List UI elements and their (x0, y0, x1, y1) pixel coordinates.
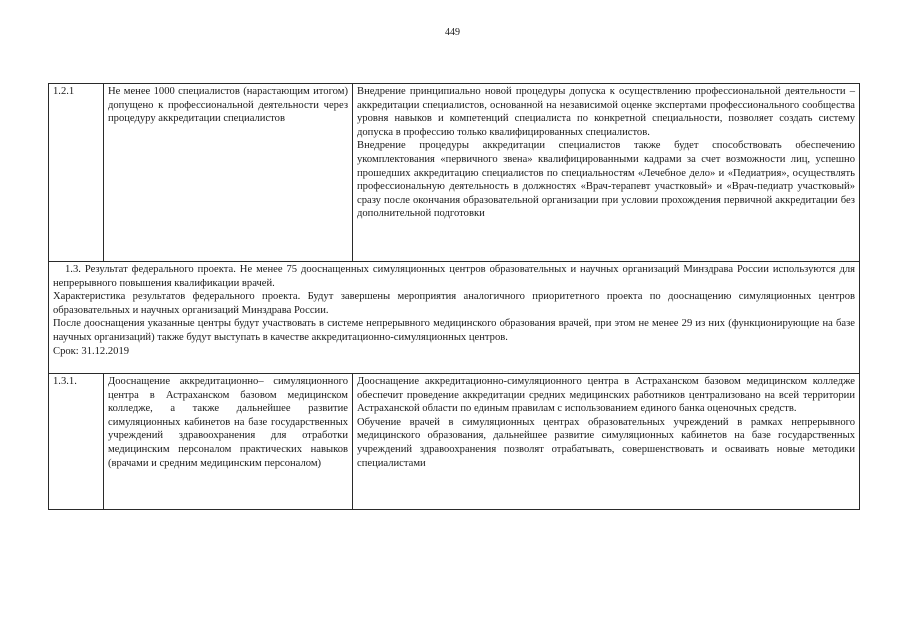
description-paragraph: Дооснащение аккредитационно-симуляционного центра в Астраханском базовом медицинском колледже обеспечит проведение аккредитации средних медицинских работников централизовано на всей территории Астраханской области по единым правилам с использованием единого банка оценочных средств. (357, 376, 855, 415)
row-number: 1.2.1 (49, 84, 104, 262)
description-cell (353, 374, 860, 510)
result-section-cell (49, 262, 860, 374)
description-cell (353, 84, 860, 262)
description-paragraph: Внедрение принципиально новой процедуры допуска к осуществлению профессиональной деятельности – аккредитации специалистов, основанной на независимой оценке экспертами профессионального сообщества уровня навыков и компетенций специалиста по конкретной специальности, позволяет создать систему допуска в профессию только квалифицированных специалистов. (357, 86, 855, 138)
document-table (48, 83, 860, 510)
result-characteristics: Характеристика результатов федерального проекта. Будут завершены мероприятия аналогичного приоритетного проекта по дооснащению симуляционных центров образовательных и научных организаций Минздрава России. (53, 291, 855, 316)
page-number: 449 (445, 27, 460, 38)
indicator-cell: Не менее 1000 специалистов (нарастающим итогом) допущено к профессиональной деятельности через процедуру аккредитации специалистов (104, 84, 353, 262)
result-paragraph: После дооснащения указанные центры будут участвовать в системе непрерывного медицинского образования врачей, при этом не менее 29 из них (функционирующие на базе научных организаций) также будут выступать в качестве аккредитационно-симуляционных центров. (53, 318, 855, 343)
table-row (49, 84, 860, 262)
table-row (49, 374, 860, 510)
description-paragraph: Внедрение процедуры аккредитации специалистов также будет способствовать обеспечению укомплектования «первичного звена» квалифицированными кадрами за счет возможности лиц, успешно прошедших аккредитацию специалистов по специальностям «Лечебное дело» и «Педиатрия», осуществлять профессиональную деятельность в должностях «Врач-терапевт участковый» и «Врач-педиатр участковый» сразу после окончания образовательной организации при условии прохождения первичной аккредитации без дополнительной подготовки (357, 140, 855, 220)
row-number: 1.3.1. (49, 374, 104, 510)
result-heading: 1.3. Результат федерального проекта. Не менее 75 дооснащенных симуляционных центров образовательных и научных организаций Минздрава России используются для непрерывного повышения квалификации врачей. (53, 264, 855, 289)
result-deadline: Срок: 31.12.2019 (53, 345, 130, 357)
description-paragraph: Обучение врачей в симуляционных центрах образовательных учреждений в рамках непрерывного медицинского образования, дальнейшее развитие симуляционных кабинетов на базе государственных учреждений здравоохранения позволят отрабатывать, совершенствовать и осваивать новые методики специалистами (357, 416, 855, 469)
indicator-cell: Дооснащение аккредитационно– симуляционного центра в Астраханском базовом медицинском колледже, а также дальнейшее развитие симуляционных кабинетов на базе государственных учреждений здравоохранения для отработки медицинским персоналом практических навыков (врачами и средним медицинским персоналом) (104, 374, 353, 510)
table-row (49, 262, 860, 374)
